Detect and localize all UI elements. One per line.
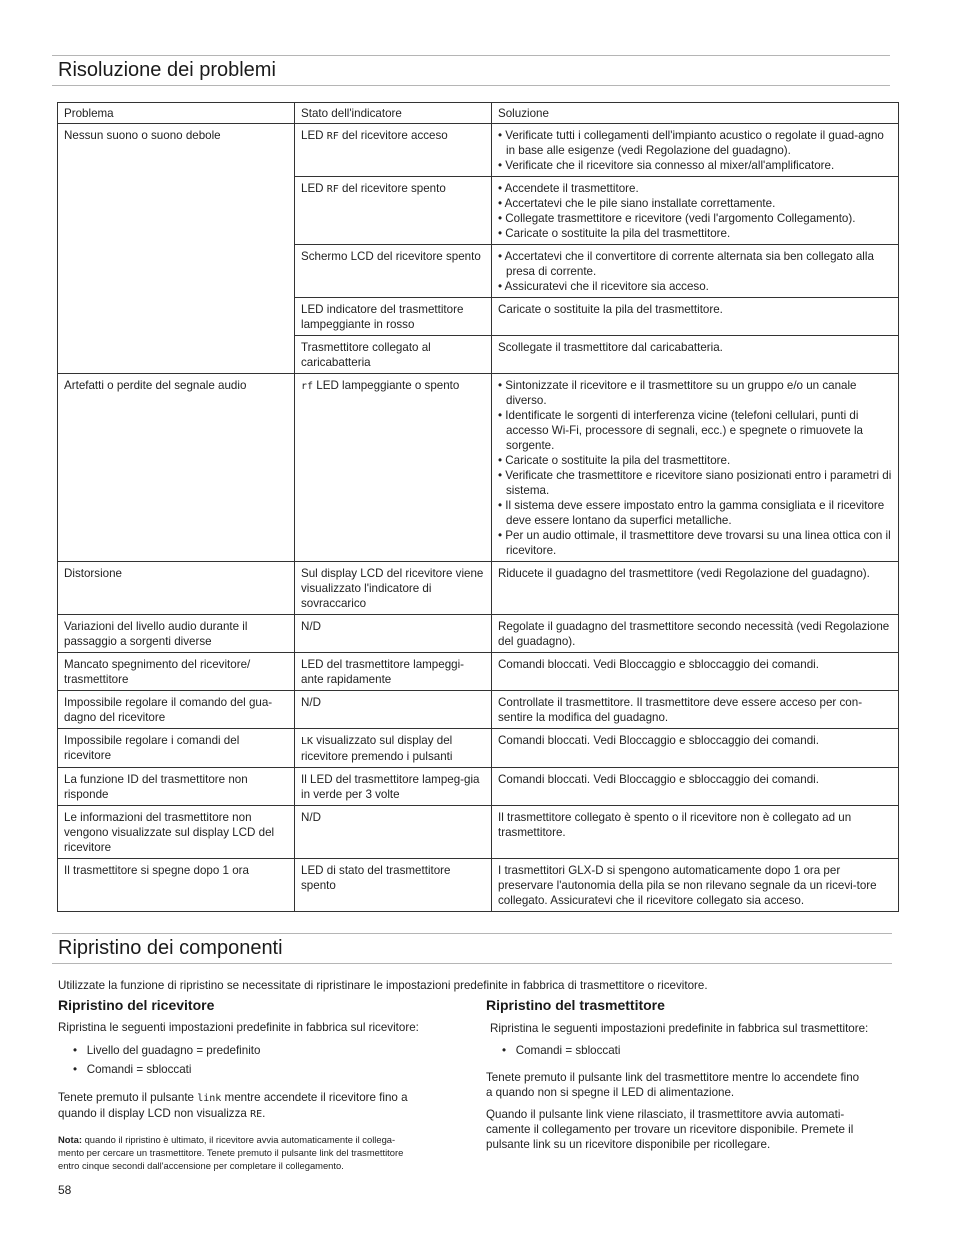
transmitter-para1-line1: Tenete premuto il pulsante link del trasmettitore mentre lo accendete fino bbox=[486, 1071, 860, 1084]
cell-solution bbox=[492, 653, 899, 691]
receiver-reset-instructions bbox=[58, 1090, 478, 1122]
cell-problem: Distorsione bbox=[58, 562, 295, 615]
reset-top-rule bbox=[52, 933, 892, 934]
receiver-bullet-controls: • Comandi = sbloccati bbox=[73, 1063, 192, 1076]
indicator-text: Schermo LCD del ricevitore spento bbox=[301, 250, 481, 263]
solution-line: • Verificate che trasmettitore e ricevitore siano posizionati entro i parametri di sistema. bbox=[498, 469, 892, 497]
solution-line: • Verificate tutti i collegamenti dell'impianto acustico o regolate il guad-agno in base alle esigenze (vedi Regolazione del guadagno). bbox=[498, 129, 884, 157]
cell-problem: La funzione ID del trasmettitore non risponde bbox=[58, 768, 295, 806]
cell-indicator-status bbox=[295, 653, 492, 691]
cell-indicator-status bbox=[295, 859, 492, 912]
indicator-text: N/D bbox=[301, 811, 321, 824]
table-row bbox=[58, 124, 899, 177]
solution-line: Controllate il trasmettitore. Il trasmettitore deve essere acceso per con-sentire la modifica del guadagno. bbox=[498, 696, 863, 724]
indicator-text: N/D bbox=[301, 620, 321, 633]
section-title-reset: Ripristino dei componenti bbox=[58, 937, 283, 959]
cell-indicator-status bbox=[295, 298, 492, 336]
note-line-3: entro cinque secondi dall'accensione per completare il collegamento. bbox=[58, 1160, 344, 1171]
table-row bbox=[58, 859, 899, 912]
page-number: 58 bbox=[58, 1183, 72, 1197]
table-row bbox=[58, 562, 899, 615]
solution-line: • Caricate o sostituite la pila del trasmettitore. bbox=[498, 227, 731, 240]
solution-line: • Il sistema deve essere impostato entro la gamma consigliata e il ricevitore deve essere lontano da superfici metalliche. bbox=[498, 499, 885, 527]
cell-indicator-status bbox=[295, 806, 492, 859]
solution-line: Comandi bloccati. Vedi Bloccaggio e sbloccaggio dei comandi. bbox=[498, 658, 819, 671]
solution-line: • Verificate che il ricevitore sia connesso al mixer/all'amplificatore. bbox=[498, 159, 835, 172]
cell-indicator-status bbox=[295, 177, 492, 245]
reset-intro: Utilizzate la funzione di ripristino se necessitate di ripristinare le impostazioni predefinite in fabbrica di trasmettitore o ricevitore. bbox=[58, 979, 708, 992]
receiver-reset-lead: Ripristina le seguenti impostazioni predefinite in fabbrica sul ricevitore: bbox=[58, 1021, 419, 1034]
top-rule bbox=[52, 55, 890, 56]
solution-line: • Accertatevi che le pile siano installate correttamente. bbox=[498, 197, 776, 210]
transmitter-bullet-controls-text: Comandi = sbloccati bbox=[515, 1044, 621, 1057]
indicator-text: LED del trasmettitore lampeggi-ante rapidamente bbox=[301, 658, 465, 686]
receiver-bullet-gain: • Livello del guadagno = predefinito bbox=[73, 1044, 261, 1057]
transmitter-reset-para-2 bbox=[486, 1107, 906, 1152]
cell-indicator-status bbox=[295, 562, 492, 615]
indicator-code: RF bbox=[326, 131, 339, 142]
cell-problem: Impossibile regolare i comandi del ricevitore bbox=[58, 729, 295, 768]
transmitter-bullet-controls: • Comandi = sbloccati bbox=[502, 1044, 621, 1057]
solution-line: • Accertatevi che il convertitore di corrente alternata sia ben collegato alla presa di corrente. bbox=[498, 250, 874, 278]
cell-solution bbox=[492, 374, 899, 562]
cell-indicator-status bbox=[295, 729, 492, 768]
indicator-text: LED bbox=[301, 129, 327, 142]
transmitter-para2-line3: pulsante link su un ricevitore disponibile per ricollegare. bbox=[486, 1138, 771, 1151]
indicator-text: del ricevitore acceso bbox=[338, 129, 448, 142]
cell-problem: Mancato spegnimento del ricevitore/ trasmettitore bbox=[58, 653, 295, 691]
cell-problem: Nessun suono o suono debole bbox=[58, 124, 295, 374]
table-row bbox=[58, 691, 899, 729]
solution-line: Comandi bloccati. Vedi Bloccaggio e sbloccaggio dei comandi. bbox=[498, 734, 819, 747]
solution-line: Riducete il guadagno del trasmettitore (vedi Regolazione del guadagno). bbox=[498, 567, 870, 580]
header-indicator-status: Stato dell'indicatore bbox=[295, 103, 492, 124]
receiver-bullet-controls-text: Comandi = sbloccati bbox=[86, 1063, 192, 1076]
indicator-text: visualizzato sul display del ricevitore premendo i pulsanti bbox=[301, 734, 453, 763]
indicator-code: rf bbox=[301, 381, 314, 392]
cell-indicator-status bbox=[295, 124, 492, 177]
transmitter-reset-para-1 bbox=[486, 1070, 906, 1100]
cell-indicator-status bbox=[295, 245, 492, 298]
solution-line: • Accendete il trasmettitore. bbox=[498, 182, 639, 195]
cell-solution bbox=[492, 859, 899, 912]
note-line-1: quando il ripristino è ultimato, il ricevitore avvia automaticamente il collega- bbox=[81, 1134, 396, 1145]
indicator-code: LK bbox=[301, 736, 314, 747]
cell-problem: Impossibile regolare il comando del gua-dagno del ricevitore bbox=[58, 691, 295, 729]
link-button-code: link bbox=[197, 1093, 222, 1104]
table-header-row bbox=[58, 103, 899, 124]
cell-indicator-status bbox=[295, 374, 492, 562]
indicator-text: LED indicatore del trasmettitore lampeggiante in rosso bbox=[301, 303, 464, 331]
table-row bbox=[58, 653, 899, 691]
cell-solution bbox=[492, 806, 899, 859]
reset-title-underline-rule bbox=[52, 963, 892, 964]
indicator-text: Il LED del trasmettitore lampeg-gia in verde per 3 volte bbox=[301, 773, 480, 801]
section-title-troubleshooting: Risoluzione dei problemi bbox=[58, 59, 276, 81]
solution-line: • Assicuratevi che il ricevitore sia acceso. bbox=[498, 280, 709, 293]
transmitter-para2-line2: camente il collegamento per trovare un ricevitore disponibile. Premete il bbox=[486, 1123, 854, 1136]
cell-solution bbox=[492, 336, 899, 374]
indicator-text: Trasmettitore collegato al caricabatteria bbox=[301, 341, 431, 369]
receiver-instr-part3: quando il display LCD non visualizza bbox=[58, 1107, 251, 1120]
cell-indicator-status bbox=[295, 615, 492, 653]
header-problem: Problema bbox=[58, 103, 295, 124]
table-row bbox=[58, 615, 899, 653]
cell-solution bbox=[492, 562, 899, 615]
table-row bbox=[58, 729, 899, 768]
cell-indicator-status bbox=[295, 691, 492, 729]
cell-solution bbox=[492, 245, 899, 298]
cell-solution bbox=[492, 615, 899, 653]
note-label: Nota: bbox=[58, 1134, 82, 1145]
header-solution: Soluzione bbox=[492, 103, 899, 124]
cell-solution bbox=[492, 177, 899, 245]
receiver-instr-part1: Tenete premuto il pulsante bbox=[58, 1091, 198, 1104]
indicator-text: Sul display LCD del ricevitore viene visualizzato l'indicatore di sovraccarico bbox=[301, 567, 484, 610]
cell-solution bbox=[492, 124, 899, 177]
solution-line: • Identificate le sorgenti di interferenza vicine (telefoni cellulari, punti di accesso Wi-Fi, processore di segnali, ecc.) e spegnete o rimuovete la sorgente. bbox=[498, 409, 863, 452]
receiver-bullet-gain-text: Livello del guadagno = predefinito bbox=[86, 1044, 261, 1057]
receiver-reset-heading: Ripristino del ricevitore bbox=[58, 997, 215, 1013]
indicator-text: LED bbox=[301, 182, 327, 195]
cell-solution bbox=[492, 691, 899, 729]
table-row bbox=[58, 374, 899, 562]
re-display-code: RE bbox=[250, 1109, 263, 1120]
solution-line: • Caricate o sostituite la pila del trasmettitore. bbox=[498, 454, 731, 467]
transmitter-para1-line2: a quando non si spegne il LED di alimentazione. bbox=[486, 1086, 735, 1099]
receiver-instr-part4: . bbox=[262, 1107, 266, 1120]
receiver-instr-part2: mentre accendete il ricevitore fino a bbox=[221, 1091, 408, 1104]
transmitter-reset-heading: Ripristino del trasmettitore bbox=[486, 997, 665, 1013]
cell-solution bbox=[492, 768, 899, 806]
indicator-text: LED di stato del trasmettitore spento bbox=[301, 864, 451, 892]
table-row bbox=[58, 806, 899, 859]
solution-line: Regolate il guadagno del trasmettitore secondo necessità (vedi Regolazione del guadagno). bbox=[498, 620, 890, 648]
table-row bbox=[58, 768, 899, 806]
cell-problem: Il trasmettitore si spegne dopo 1 ora bbox=[58, 859, 295, 912]
indicator-text: LED lampeggiante o spento bbox=[313, 379, 460, 392]
cell-indicator-status bbox=[295, 336, 492, 374]
solution-line: • Sintonizzate il ricevitore e il trasmettitore su un gruppo e/o un canale diverso. bbox=[498, 379, 857, 407]
solution-line: Scollegate il trasmettitore dal caricabatteria. bbox=[498, 341, 723, 354]
solution-line: Caricate o sostituite la pila del trasmettitore. bbox=[498, 303, 723, 316]
cell-indicator-status bbox=[295, 768, 492, 806]
cell-solution bbox=[492, 729, 899, 768]
indicator-text: N/D bbox=[301, 696, 321, 709]
cell-problem: Artefatti o perdite del segnale audio bbox=[58, 374, 295, 562]
transmitter-para2-line1: Quando il pulsante link viene rilasciato, il trasmettitore avvia automati- bbox=[486, 1108, 845, 1121]
transmitter-reset-lead: Ripristina le seguenti impostazioni predefinite in fabbrica sul trasmettitore: bbox=[490, 1022, 869, 1035]
note-line-2: mento per cercare un trasmettitore. Tenete premuto il pulsante link del trasmettitore bbox=[58, 1147, 404, 1158]
solution-line: I trasmettitori GLX-D si spengono automaticamente dopo 1 ora per preservare l'autonomia della pila se non rilevano segnale da un ricevi-tore collegato. Assicuratevi che il ricevitore collegato sia acceso. bbox=[498, 864, 877, 907]
title-underline-rule bbox=[52, 85, 890, 86]
cell-solution bbox=[492, 298, 899, 336]
cell-problem: Variazioni del livello audio durante il passaggio a sorgenti diverse bbox=[58, 615, 295, 653]
indicator-text: del ricevitore spento bbox=[338, 182, 446, 195]
receiver-reset-note bbox=[58, 1133, 478, 1172]
solution-line: Comandi bloccati. Vedi Bloccaggio e sbloccaggio dei comandi. bbox=[498, 773, 819, 786]
solution-line: • Collegate trasmettitore e ricevitore (vedi l'argomento Collegamento). bbox=[498, 212, 856, 225]
cell-problem: Le informazioni del trasmettitore non vengono visualizzate sul display LCD del ricevitore bbox=[58, 806, 295, 859]
table-body bbox=[58, 124, 899, 912]
solution-line: • Per un audio ottimale, il trasmettitore deve trovarsi su una linea ottica con il ricevitore. bbox=[498, 529, 891, 557]
solution-line: Il trasmettitore collegato è spento o il ricevitore non è collegato ad un trasmettitore. bbox=[498, 811, 852, 839]
indicator-code: RF bbox=[326, 184, 339, 195]
troubleshooting-table bbox=[57, 102, 899, 912]
